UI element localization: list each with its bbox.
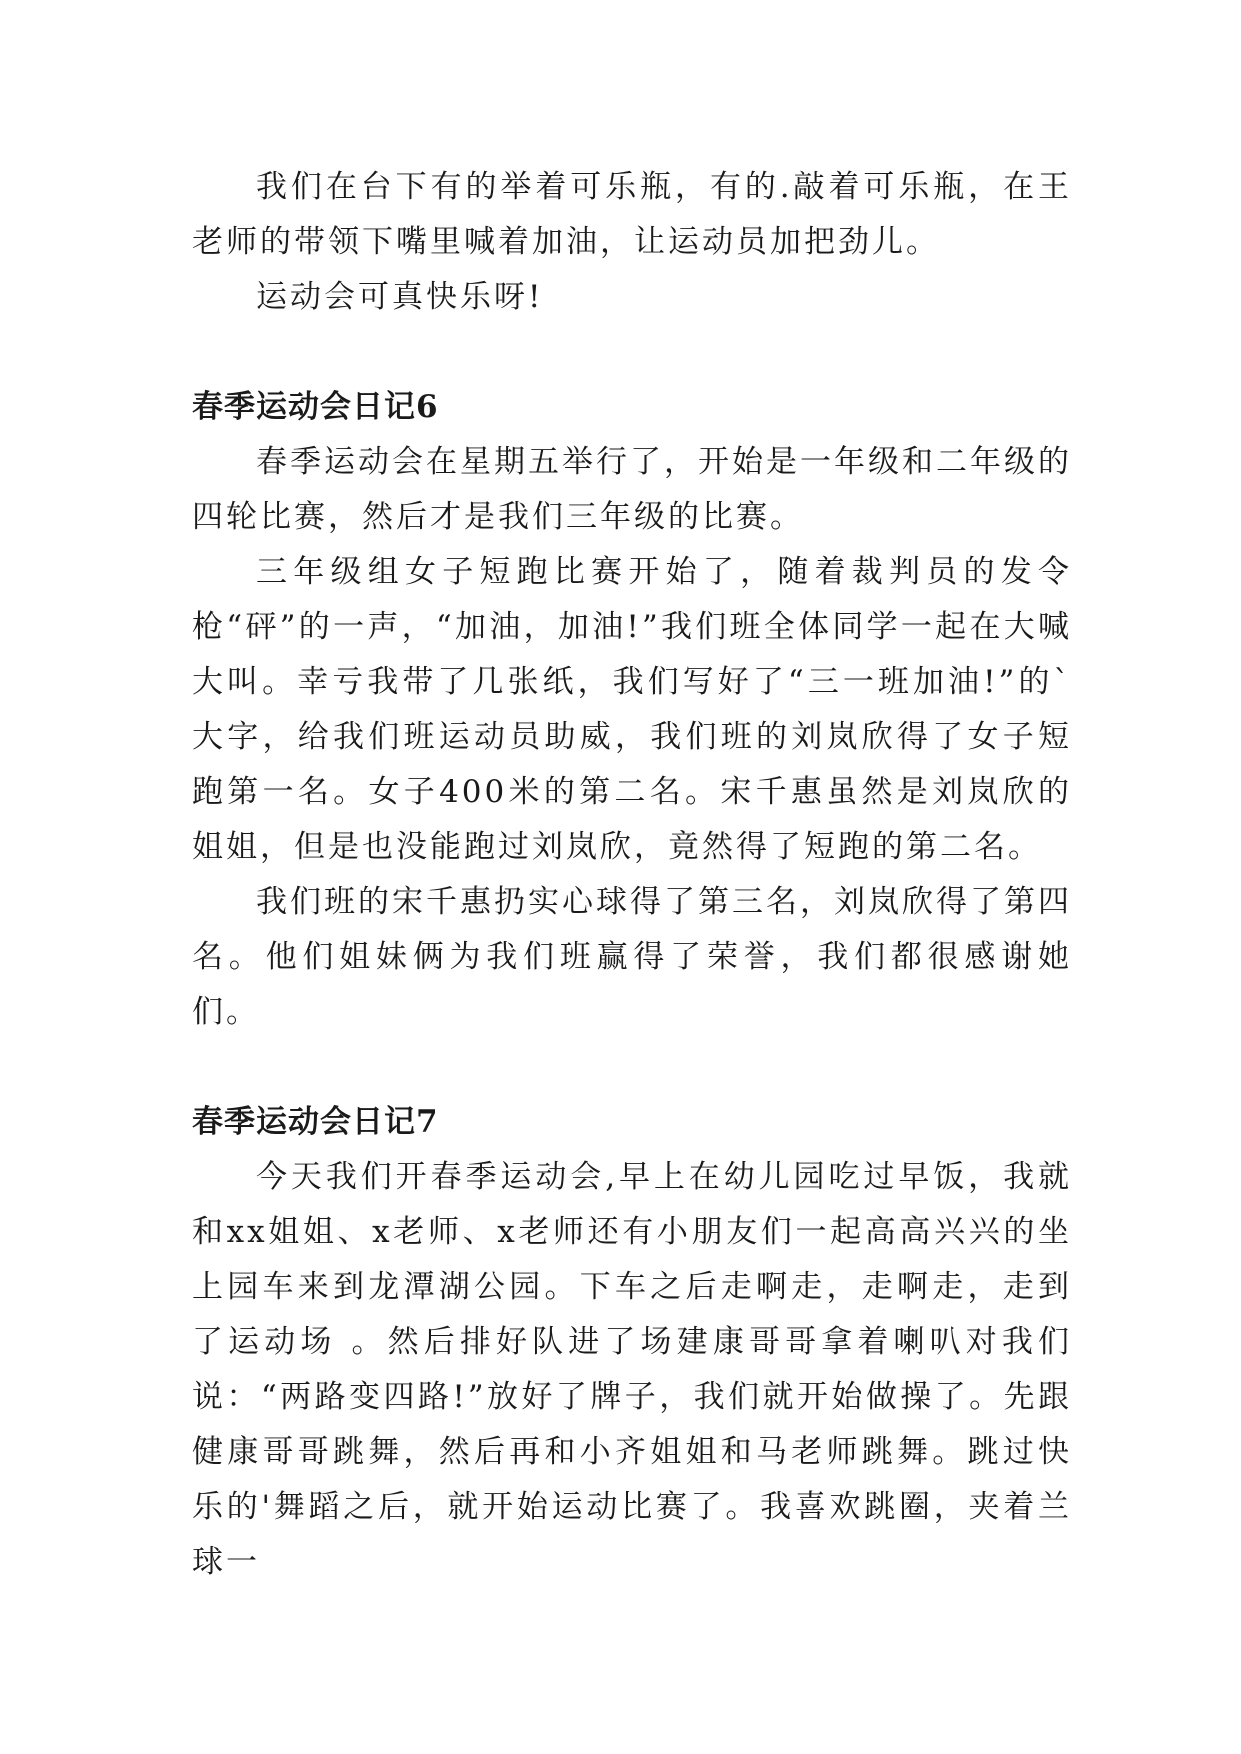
paragraph-6-1: 春季运动会在星期五举行了，开始是一年级和二年级的四轮比赛，然后才是我们三年级的比赛。 — [192, 444, 1072, 535]
section-gap — [192, 325, 1072, 380]
paragraph-6-2: 三年级组女子短跑比赛开始了，随着裁判员的发令枪“砰”的一声，“加油，加油!”我们班全体同学一起在大喊大叫。幸亏我带了几张纸，我们写好了“三一班加油!”的`大字，给我们班运动员助威，我们班的刘岚欣得了女子短跑第一名。女子400米的第二名。宋千惠虽然是刘岚欣的姐姐，但是也没能跑过刘岚欣，竟然得了短跑的第二名。 — [192, 554, 1072, 865]
paragraph-cheering: 我们在台下有的举着可乐瓶，有的.敲着可乐瓶，在王老师的带领下嘴里喊着加油，让运动员加把劲儿。 — [192, 169, 1072, 260]
section-title-6: 春季运动会日记6 — [192, 389, 439, 425]
paragraph-6-3: 我们班的宋千惠扔实心球得了第三名，刘岚欣得了第四名。他们姐妹俩为我们班赢得了荣誉，我们都很感谢她们。 — [192, 884, 1072, 1030]
section-gap — [192, 1040, 1072, 1095]
paragraph-7-1: 今天我们开春季运动会,早上在幼儿园吃过早饭，我就和xx姐姐、x老师、x老师还有小朋友们一起高高兴兴的坐上园车来到龙潭湖公园。下车之后走啊走，走啊走，走到了运动场 。然后排好队进了场建康哥哥拿着喇叭对我们说：“两路变四路!”放好了牌子，我们就开始做操了。先跟健康哥哥跳舞，然后再和小齐姐姐和马老师跳舞。跳过快乐的'舞蹈之后，就开始运动比赛了。我喜欢跳圈，夹着兰球一 — [192, 1159, 1072, 1580]
document-body — [192, 160, 1072, 1590]
section-title-7: 春季运动会日记7 — [192, 1104, 439, 1140]
paragraph-happy: 运动会可真快乐呀! — [256, 279, 544, 315]
